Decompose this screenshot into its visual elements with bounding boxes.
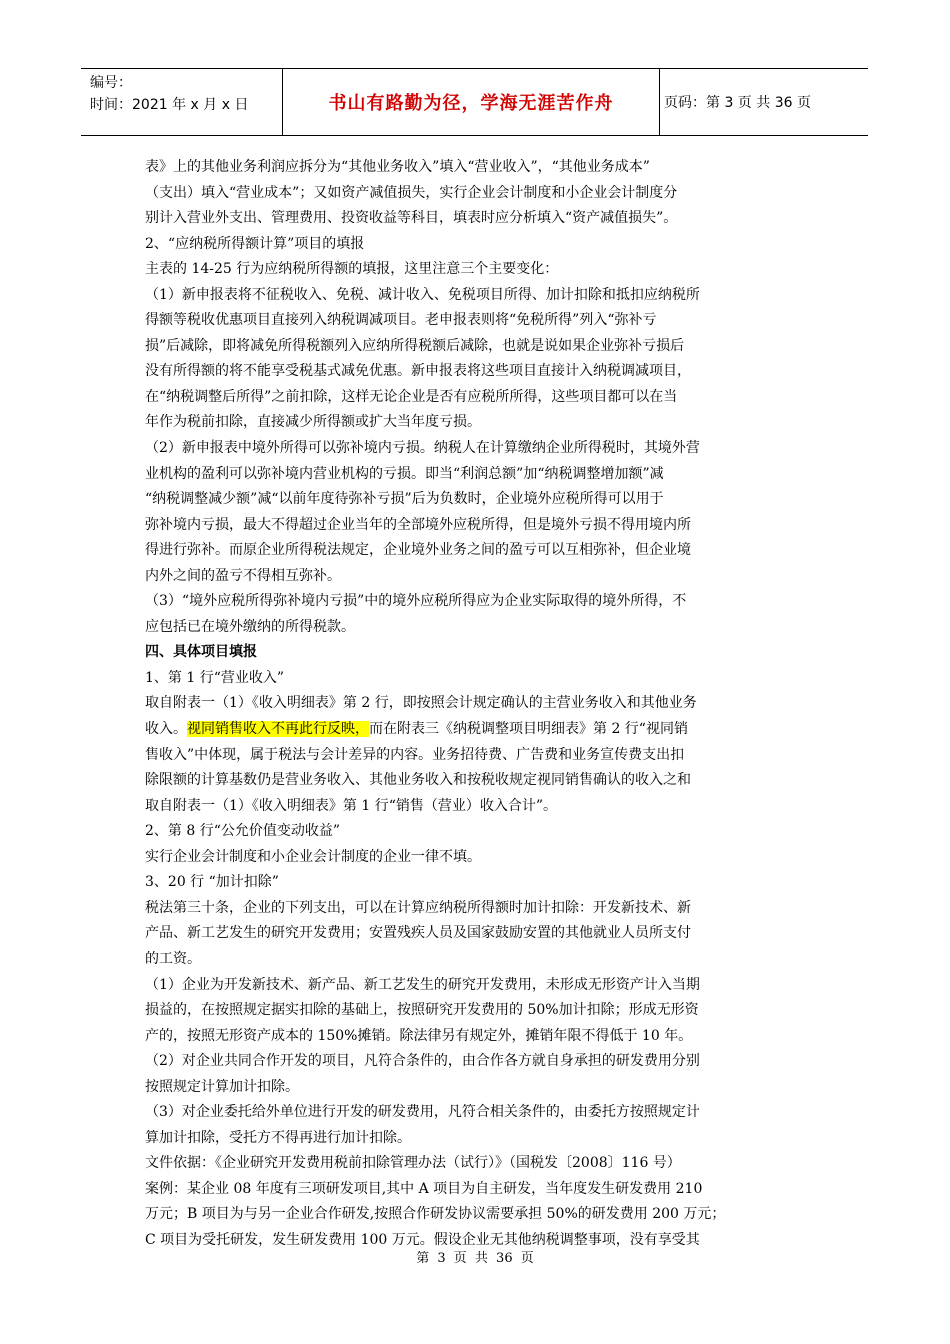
header-motto: 书山有路勤为径，学海无涯苦作舟 — [328, 93, 614, 114]
header-page-info: 页码：第 3 页 共 36 页 — [664, 95, 811, 111]
document-date: 时间：2021 年 x 月 x 日 — [90, 97, 249, 113]
body-line: 损益的，在按照规定据实扣除的基础上，按照研究开发费用的 50%加计扣除；形成无形资 — [145, 1002, 699, 1019]
body-line: C 项目为受托研发，发生研发费用 100 万元。假设企业无其他纳税调整事项，没有享受其 — [145, 1231, 700, 1248]
highlighted-text: 视同销售收入不再此行反映， — [187, 721, 369, 738]
body-line: 产的，按照无形资产成本的 150%摊销。除法律另有规定外，摊销年限不得低于 10 年。 — [145, 1027, 693, 1044]
header-page-cell — [660, 69, 868, 135]
body-line: （2）对企业共同合作开发的项目，凡符合条件的，由合作各方就自身承担的研发费用分别 — [145, 1053, 700, 1070]
body-line: 实行企业会计制度和小企业会计制度的企业一律不填。 — [145, 848, 481, 865]
body-line: 除限额的计算基数仍是营业务收入、其他业务收入和按税收规定视同销售确认的收入之和 — [145, 772, 691, 789]
body-line: （3）对企业委托给外单位进行开发的研发费用，凡符合相关条件的，由委托方按照规定计 — [145, 1104, 700, 1121]
body-line: （1）新申报表将不征税收入、免税、减计收入、免税项目所得、加计扣除和抵扣应纳税所 — [145, 286, 700, 303]
body-line: 表》上的其他业务利润应拆分为“其他业务收入”填入“营业收入”，“其他业务成本” — [145, 159, 650, 175]
section-heading: 2、第 8 行“公允价值变动收益” — [145, 823, 341, 840]
body-line: 万元；B 项目为与另一企业合作研发,按照合作研发协议需要承担 50%的研发费用 200 万元； — [145, 1206, 726, 1223]
body-line: 案例：某企业 08 年度有三项研发项目,其中 A 项目为自主研发，当年度发生研发费用 210 — [145, 1180, 703, 1197]
document-body — [145, 155, 805, 1254]
section-heading: 2、“应纳税所得额计算”项目的填报 — [145, 235, 365, 252]
body-line-highlighted — [145, 717, 805, 743]
body-line: 别计入营业外支出、管理费用、投资收益等科目，填表时应分析填入“资产减值损失”。 — [145, 210, 678, 227]
line-start: 收入。 — [145, 721, 187, 738]
body-line: 税法第三十条，企业的下列支出，可以在计算应纳税所得额时加计扣除：开发新技术、新 — [145, 899, 691, 916]
line-end: 而在附表三《纳税调整项目明细表》第 2 行“视同销 — [369, 721, 688, 738]
chapter-heading: 四、具体项目填报 — [145, 644, 257, 661]
body-line: 的工资。 — [145, 950, 201, 967]
body-line: 算加计扣除，受托方不得再进行加计扣除。 — [145, 1129, 411, 1146]
body-line: （1）企业为开发新技术、新产品、新工艺发生的研究开发费用，未形成无形资产计入当期 — [145, 976, 700, 993]
body-line: 年作为税前扣除，直接减少所得额或扩大当年度亏损。 — [145, 414, 481, 431]
body-line: 取自附表一（1）《收入明细表》第 1 行“销售（营业）收入合计”。 — [145, 797, 558, 814]
body-line: 产品、新工艺发生的研究开发费用；安置残疾人员及国家鼓励安置的其他就业人员所支付 — [145, 925, 691, 942]
body-line: （2）新申报表中境外所得可以弥补境内亏损。纳税人在计算缴纳企业所得税时，其境外营 — [145, 440, 700, 457]
body-line: 业机构的盈利可以弥补境内营业机构的亏损。即当“利润总额”加“纳税调整增加额”减 — [145, 465, 664, 482]
page-footer: 第 3 页 共 36 页 — [416, 1251, 534, 1266]
body-line: 没有所得额的将不能享受税基式减免优惠。新申报表将这些项目直接计入纳税调减项目， — [145, 363, 691, 380]
body-line: 按照规定计算加计扣除。 — [145, 1078, 299, 1095]
body-line: （3）“境外应税所得弥补境内亏损”中的境外应税所得应为企业实际取得的境外所得，不 — [145, 593, 687, 610]
body-line: 得额等税收优惠项目直接列入纳税调减项目。老申报表则将“免税所得”列入“弥补亏 — [145, 312, 657, 329]
section-heading: 3、20 行 “加计扣除” — [145, 874, 279, 891]
header-meta-cell — [81, 69, 282, 135]
body-line: “纳税调整减少额”减“以前年度待弥补亏损”后为负数时，企业境外应税所得可以用于 — [145, 491, 664, 508]
body-line: 在“纳税调整后所得”之前扣除，这样无论企业是否有应税所所得，这些项目都可以在当 — [145, 388, 678, 405]
body-line: 损”后减除，即将减免所得税额列入应纳所得税额后减除，也就是说如果企业弥补亏损后 — [145, 337, 685, 354]
body-line: 主表的 14-25 行为应纳税所得额的填报，这里注意三个主要变化： — [145, 261, 559, 278]
section-heading: 1、第 1 行“营业收入” — [145, 669, 285, 686]
body-line: 售收入”中体现，属于税法与会计差异的内容。业务招待费、广告费和业务宣传费支出扣 — [145, 746, 685, 763]
body-line: 弥补境内亏损，最大不得超过企业当年的全部境外应税所得，但是境外亏损不得用境内所 — [145, 516, 691, 533]
body-line: 内外之间的盈亏不得相互弥补。 — [145, 567, 341, 584]
body-line: 文件依据：《企业研究开发费用税前扣除管理办法（试行）》（国税发〔2008〕116 号） — [145, 1155, 681, 1172]
page-header — [81, 68, 868, 136]
body-line: （支出）填入“营业成本”；又如资产减值损失，实行企业会计制度和小企业会计制度分 — [145, 184, 678, 201]
body-line: 得进行弥补。而原企业所得税法规定，企业境外业务之间的盈亏可以互相弥补，但企业境 — [145, 542, 691, 559]
body-line: 取自附表一（1）《收入明细表》第 2 行，即按照会计规定确认的主营业务收入和其他业务 — [145, 695, 697, 712]
header-motto-cell — [282, 69, 660, 135]
document-number: 编号： — [90, 75, 132, 91]
body-line: 应包括已在境外缴纳的所得税款。 — [145, 618, 355, 635]
